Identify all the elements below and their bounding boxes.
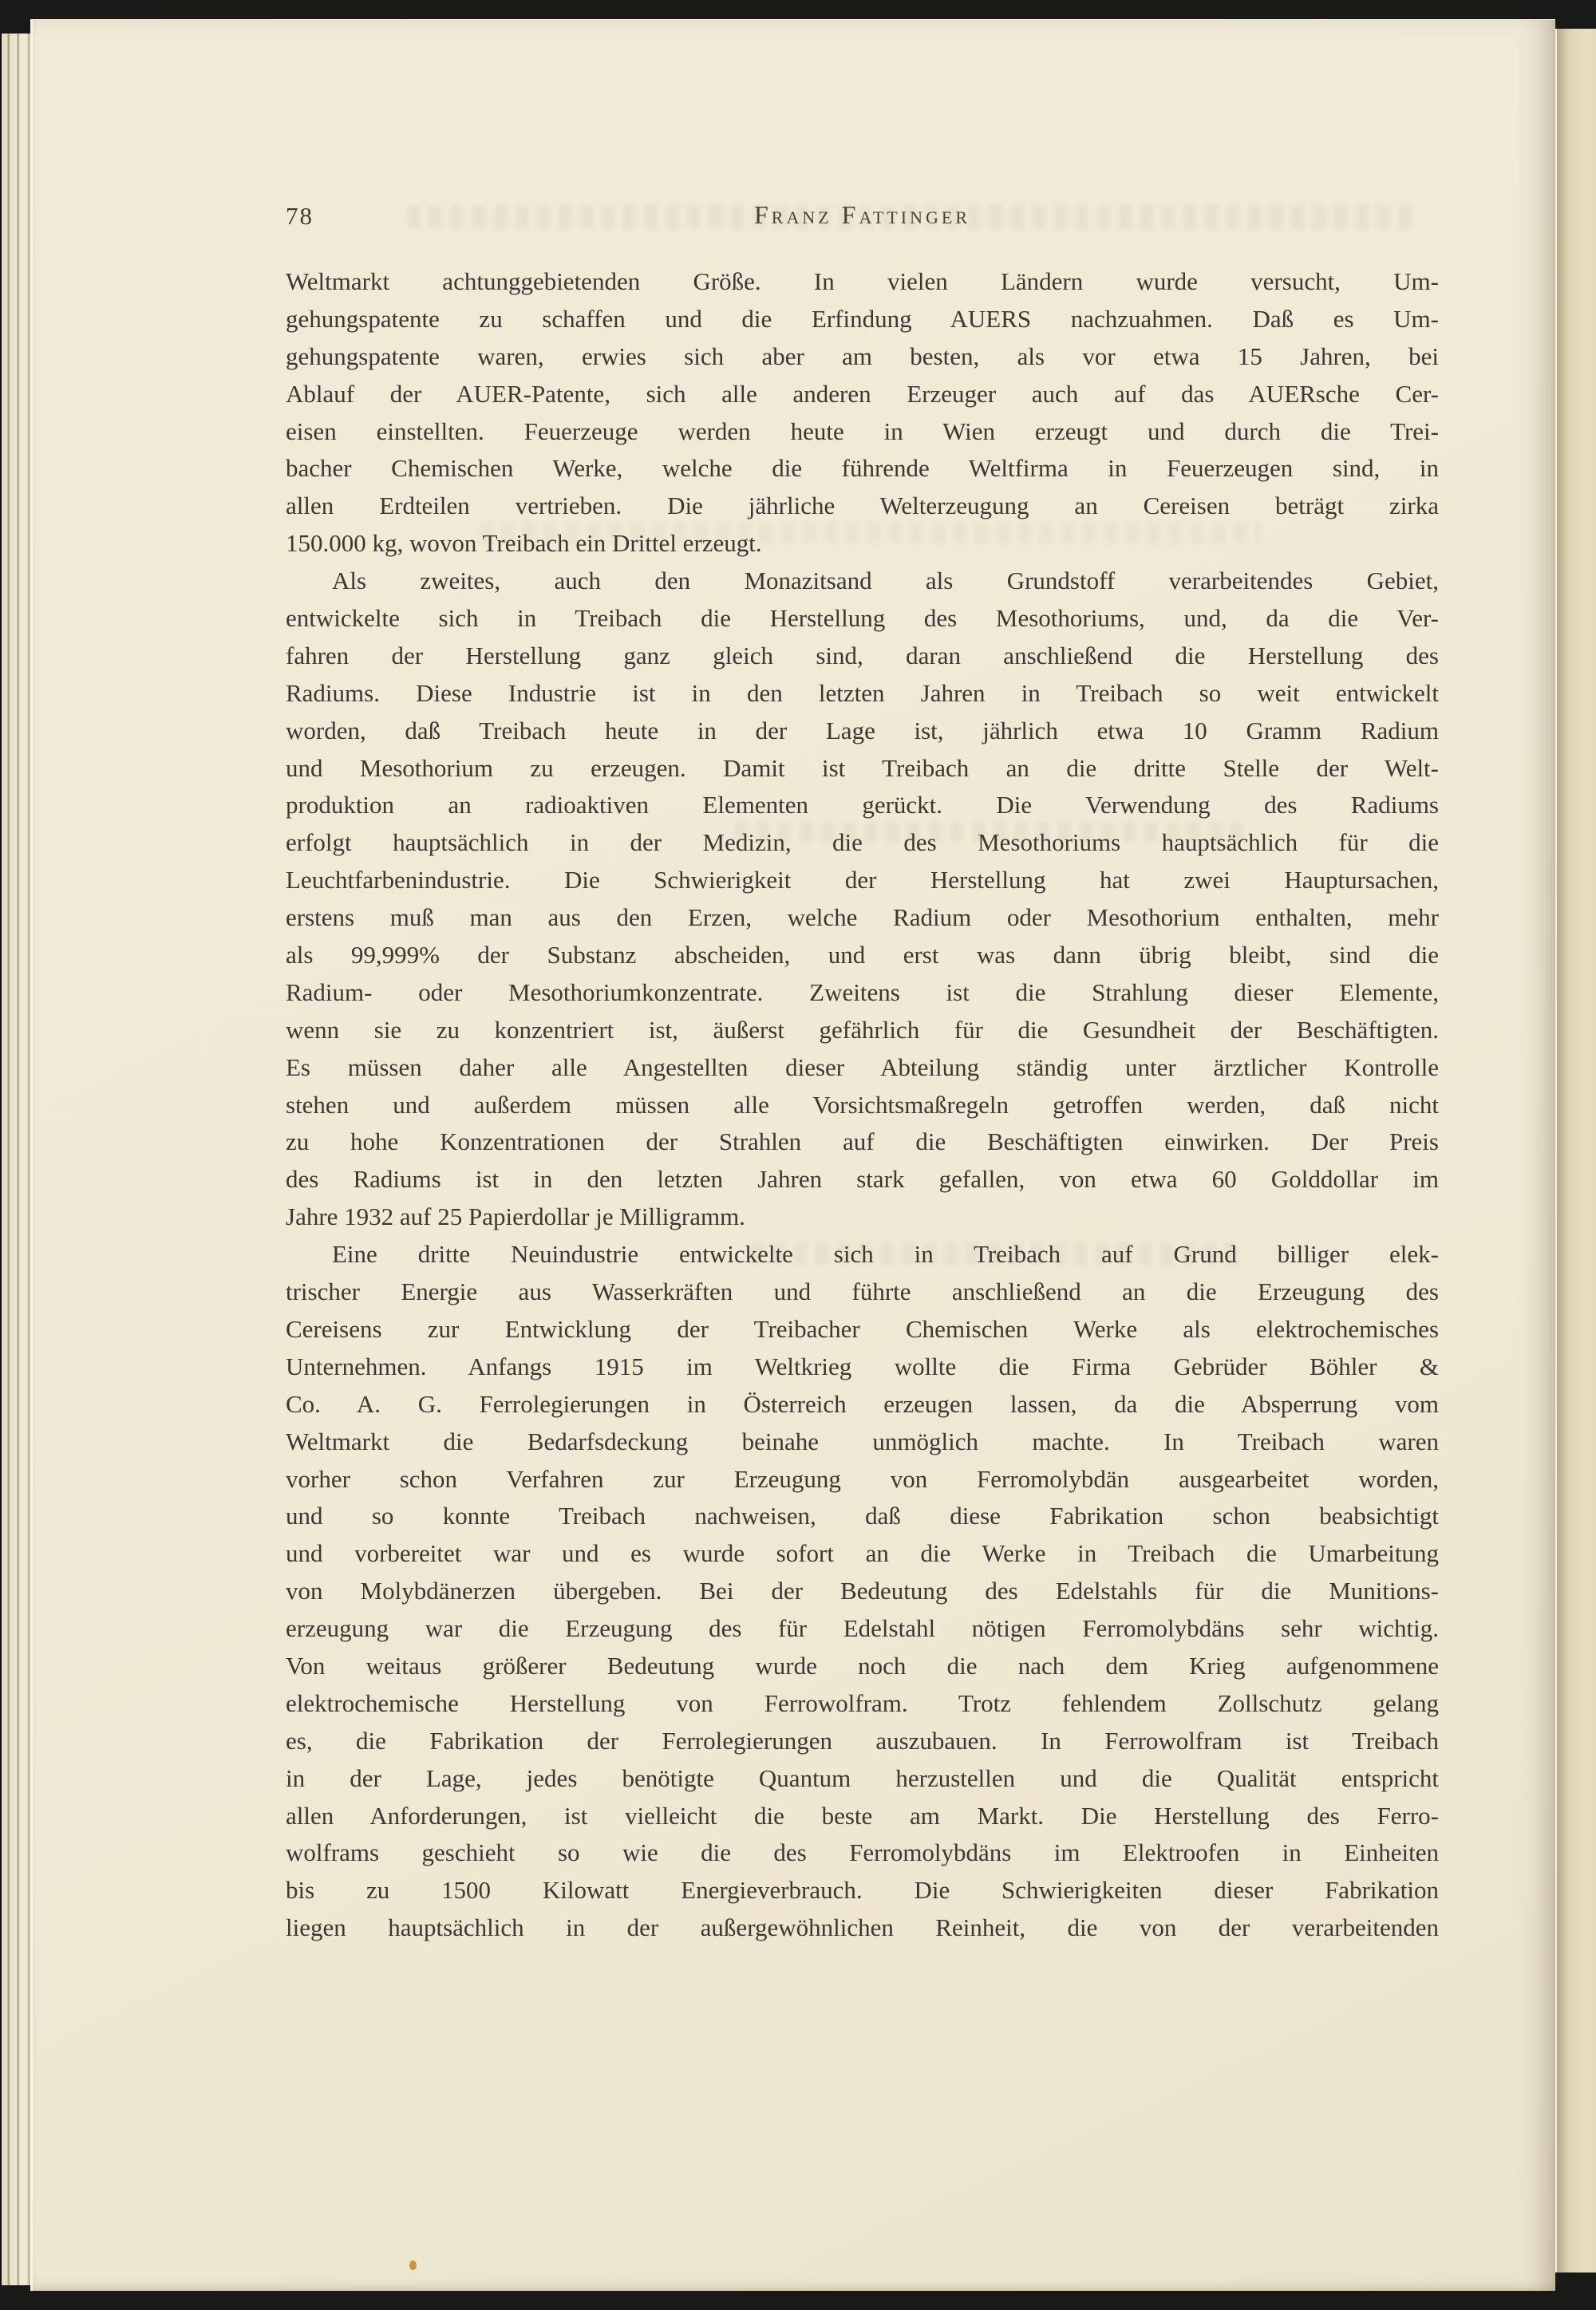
text-line: vorher schon Verfahren zur Erzeugung von Ferromolybdän ausgearbeitet worden, (286, 1464, 1439, 1493)
text-line: Jahre 1932 auf 25 Papierdollar je Milligramm. (286, 1202, 745, 1231)
text-line: und vorbereitet war und es wurde sofort an die Werke in Treibach die Umarbeitung (286, 1539, 1439, 1568)
text-line: Weltmarkt die Bedarfsdeckung beinahe unmöglich machte. In Treibach waren (286, 1427, 1439, 1455)
text-line: und so konnte Treibach nachweisen, daß diese Fabrikation schon beabsichtigt (286, 1502, 1439, 1530)
text-line: gehungspatente zu schaffen und die Erfindung AUERS nachzuahmen. Daß es Um- (286, 304, 1439, 333)
book-page (30, 19, 1555, 2291)
text-line: Co. A. G. Ferrolegierungen in Österreich erzeugen lassen, da die Absperrung vom (286, 1389, 1439, 1418)
text-line: produktion an radioaktiven Elementen gerückt. Die Verwendung des Radiums (286, 791, 1439, 819)
text-line: erfolgt hauptsächlich in der Medizin, die des Mesothoriums hauptsächlich für die (286, 828, 1439, 857)
text-line: Radiums. Diese Industrie ist in den letzten Jahren in Treibach so weit entwickelt (286, 678, 1439, 707)
text-line: Als zweites, auch den Monazitsand als Grundstoff verarbeitendes Gebiet, (332, 567, 1439, 595)
text-line: Eine dritte Neuindustrie entwickelte sich in Treibach auf Grund billiger elek- (332, 1240, 1439, 1269)
text-line: worden, daß Treibach heute in der Lage ist, jährlich etwa 10 Gramm Radium (286, 716, 1439, 744)
paragraph (286, 1236, 1439, 1947)
text-line: von Molybdänerzen übergeben. Bei der Bedeutung des Edelstahls für die Munitions- (286, 1577, 1439, 1605)
paragraph (286, 263, 1439, 563)
text-line: allen Anforderungen, ist vielleicht die beste am Markt. Die Herstellung des Ferro- (286, 1801, 1439, 1830)
text-line: Leuchtfarbenindustrie. Die Schwierigkeit der Herstellung hat zwei Hauptursachen, (286, 866, 1439, 894)
running-head-author: Franz Fattinger (753, 200, 971, 229)
text-line: Radium- oder Mesothoriumkonzentrate. Zweitens ist die Strahlung dieser Elemente, (286, 977, 1439, 1006)
text-line: gehungspatente waren, erwies sich aber am besten, als vor etwa 15 Jahren, bei (286, 342, 1439, 370)
text-line: Es müssen daher alle Angestellten dieser Abteilung ständig unter ärztlicher Kontrolle (286, 1052, 1439, 1081)
text-line: liegen hauptsächlich in der außergewöhnlichen Reinheit, die von der verarbeitenden (286, 1913, 1439, 1942)
text-line: Ablauf der AUER-Patente, sich alle anderen Erzeuger auch auf das AUERsche Cer- (286, 379, 1439, 408)
page-header (286, 200, 1439, 240)
text-line: wolframs geschieht so wie die des Ferromolybdäns im Elektroofen in Einheiten (286, 1838, 1439, 1867)
text-line: Von weitaus größerer Bedeutung wurde noch die nach dem Krieg aufgenommene (286, 1651, 1439, 1680)
text-line: des Radiums ist in den letzten Jahren stark gefallen, von etwa 60 Golddollar im (286, 1165, 1439, 1194)
text-line: zu hohe Konzentrationen der Strahlen auf die Beschäftigten einwirken. Der Preis (286, 1127, 1439, 1156)
paragraph (286, 563, 1439, 1236)
text-line: Cereisens zur Entwicklung der Treibacher Chemischen Werke als elektrochemisches (286, 1314, 1439, 1343)
text-line: Unternehmen. Anfangs 1915 im Weltkrieg wollte die Firma Gebrüder Böhler & (286, 1352, 1439, 1380)
text-line: elektrochemische Herstellung von Ferrowolfram. Trotz fehlendem Zollschutz gelang (286, 1688, 1439, 1717)
text-line: trischer Energie aus Wasserkräften und führte anschließend an die Erzeugung des (286, 1277, 1439, 1306)
text-line: allen Erdteilen vertrieben. Die jährliche Welterzeugung an Cereisen beträgt zirka (286, 492, 1439, 520)
text-line: fahren der Herstellung ganz gleich sind, daran anschließend die Herstellung des (286, 641, 1439, 669)
text-line: bis zu 1500 Kilowatt Energieverbrauch. Die Schwierigkeiten dieser Fabrikation (286, 1876, 1439, 1905)
text-line: stehen und außerdem müssen alle Vorsichtsmaßregeln getroffen werden, daß nicht (286, 1090, 1439, 1119)
text-line: bacher Chemischen Werke, welche die führende Weltfirma in Feuerzeugen sind, in (286, 454, 1439, 483)
text-line: erstens muß man aus den Erzen, welche Radium oder Mesothorium enthalten, mehr (286, 903, 1439, 932)
adjacent-page-edge (1555, 29, 1596, 2272)
text-line: und Mesothorium zu erzeugen. Damit ist Treibach an die dritte Stelle der Welt- (286, 753, 1439, 782)
text-line: entwickelte sich in Treibach die Herstellung des Mesothoriums, und, da die Ver- (286, 604, 1439, 633)
text-line: in der Lage, jedes benötigte Quantum herzustellen und die Qualität entspricht (286, 1763, 1439, 1792)
text-line: eisen einstellten. Feuerzeuge werden heute in Wien erzeugt und durch die Trei- (286, 417, 1439, 445)
page-number: 78 (286, 202, 314, 230)
paper-stain-dot (409, 2261, 417, 2270)
left-page-stack-edges (0, 34, 30, 2285)
text-line: es, die Fabrikation der Ferrolegierungen auszubauen. In Ferrowolfram ist Treibach (286, 1726, 1439, 1755)
text-line: erzeugung war die Erzeugung des für Edelstahl nötigen Ferromolybdäns sehr wichtig. (286, 1614, 1439, 1643)
text-block (286, 263, 1439, 1947)
text-line: Weltmarkt achtunggebietenden Größe. In vielen Ländern wurde versucht, Um- (286, 267, 1439, 295)
text-line: 150.000 kg, wovon Treibach ein Drittel erzeugt. (286, 529, 762, 558)
text-line: wenn sie zu konzentriert ist, äußerst gefährlich für die Gesundheit der Beschäftigten. (286, 1015, 1439, 1044)
text-line: als 99,999% der Substanz abscheiden, und erst was dann übrig bleibt, sind die (286, 941, 1439, 969)
